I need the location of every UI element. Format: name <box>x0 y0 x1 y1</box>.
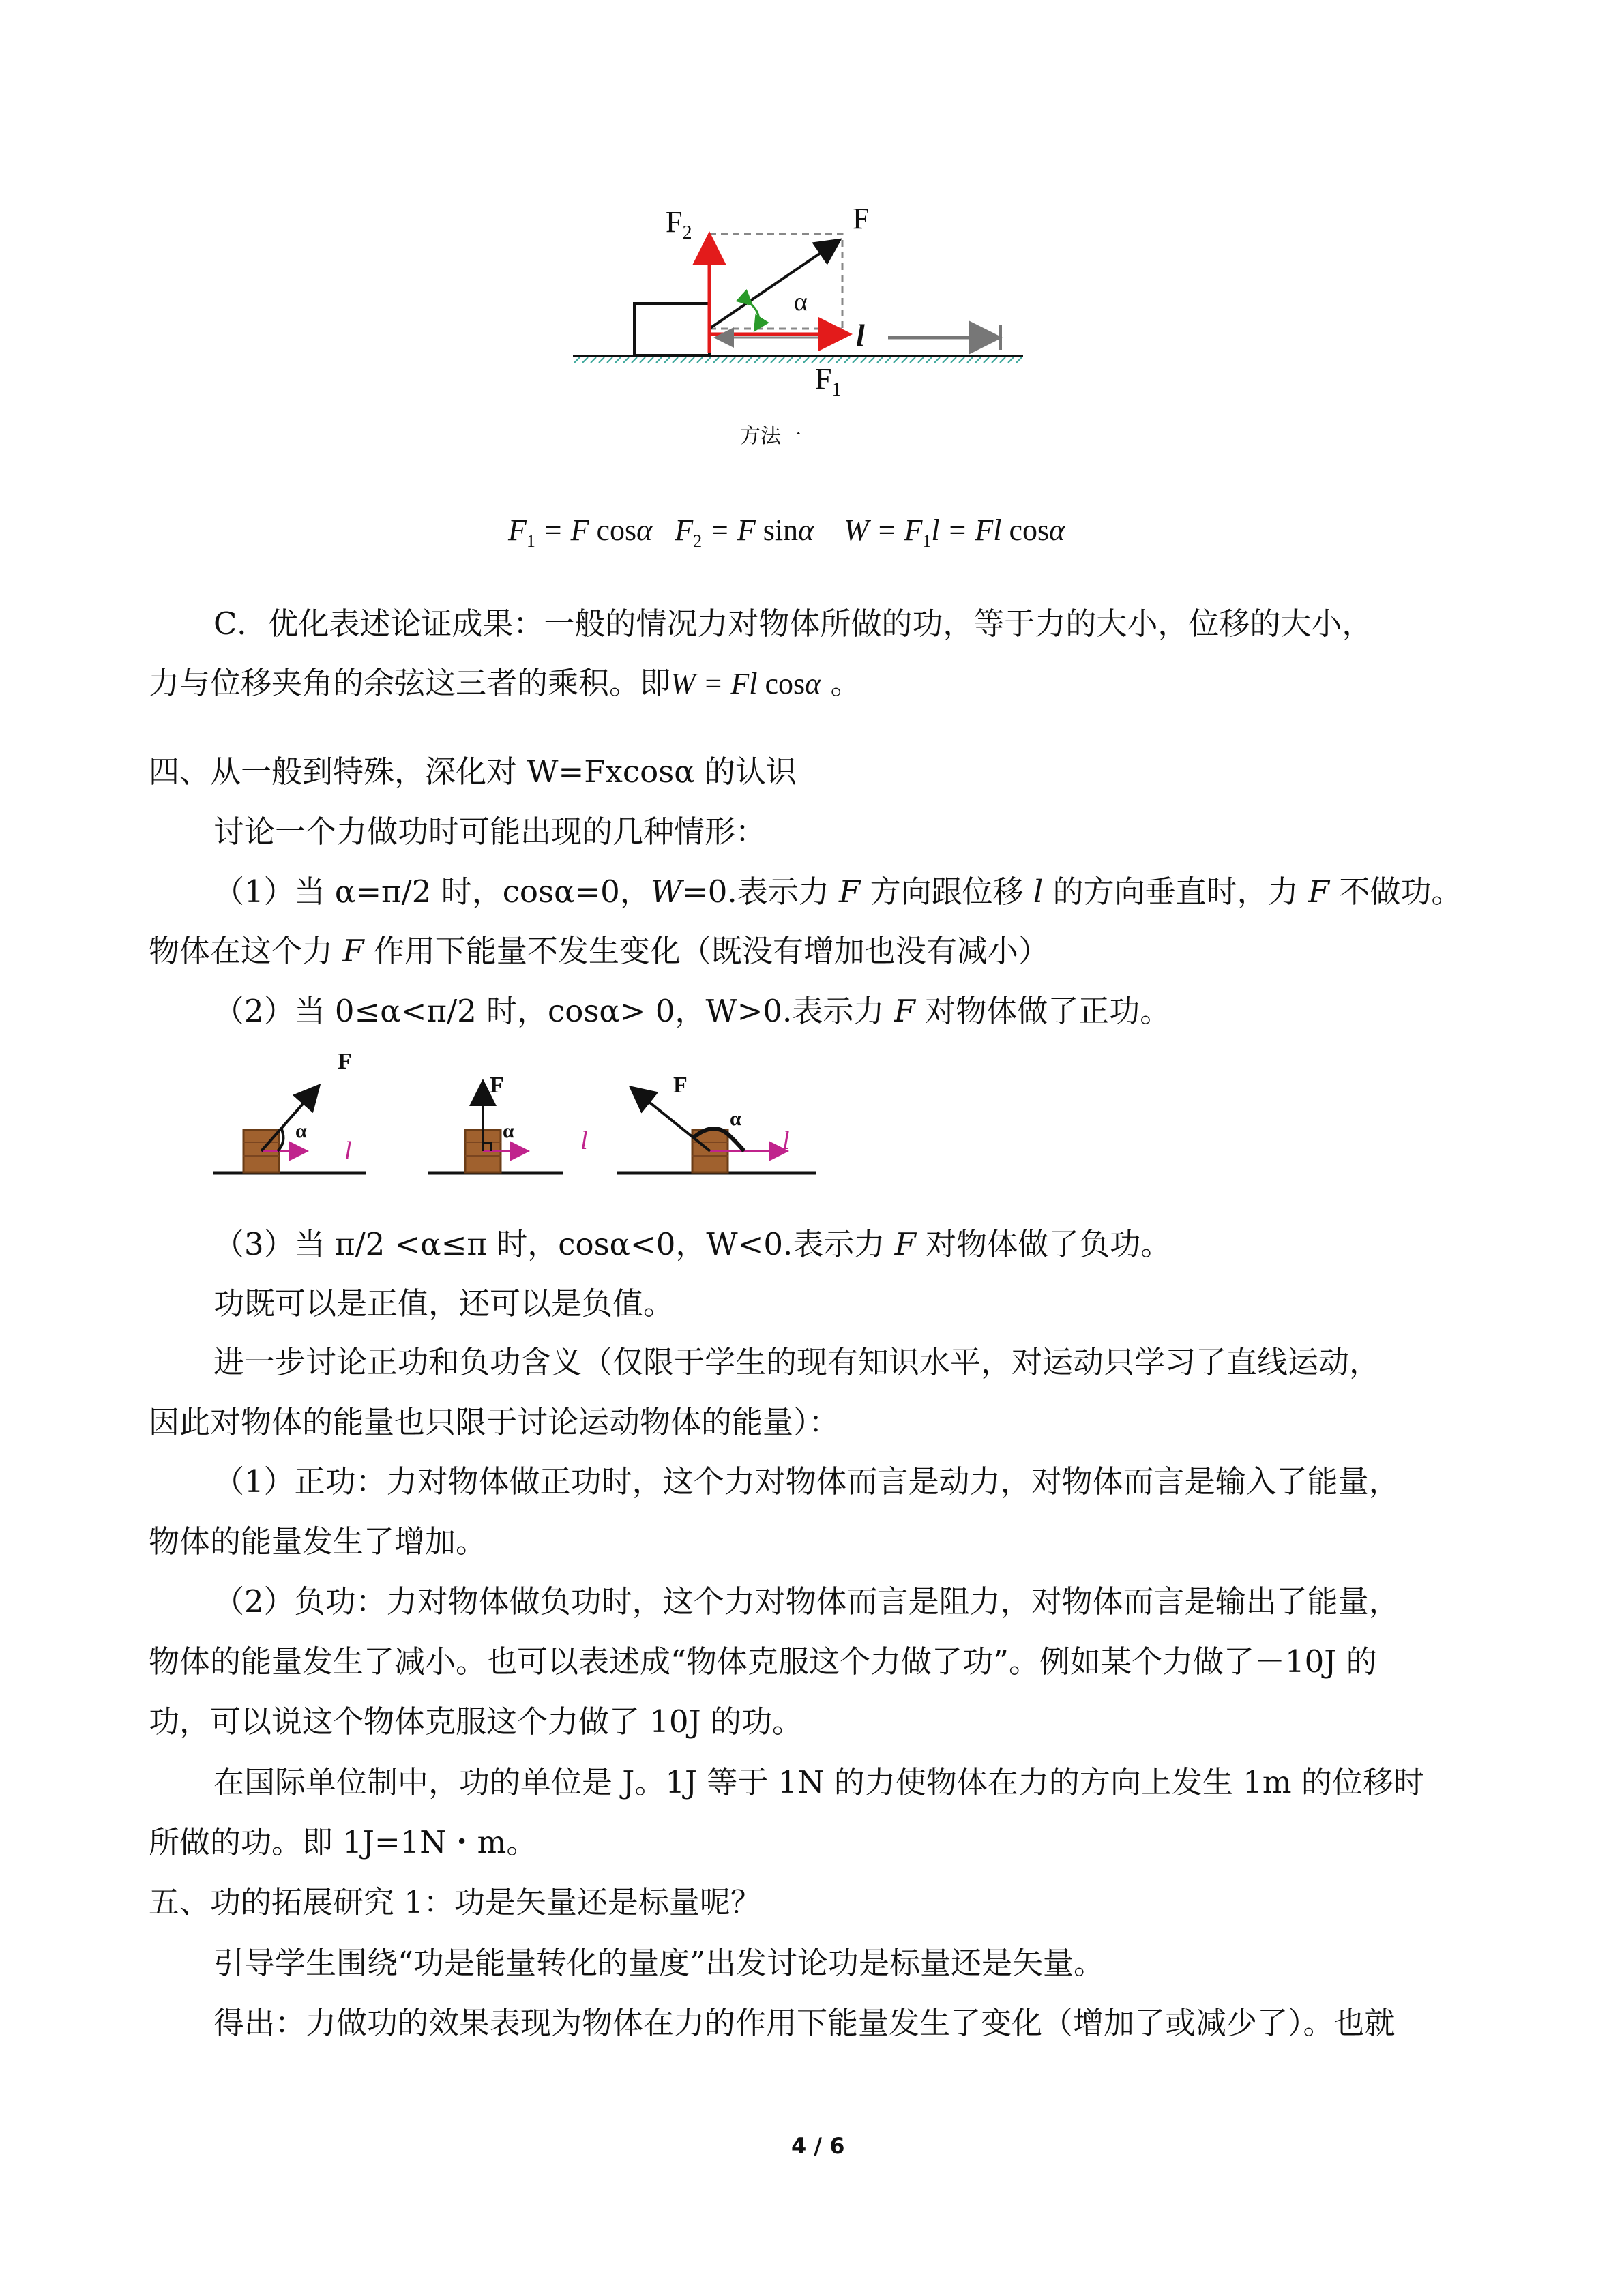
decomposition-formula: $F_1 = F$ cosα $F_2 = F$ sinα $W = F_1l = Fl$ cosα <box>508 513 1065 551</box>
ground-hatch <box>574 357 1022 363</box>
svg-text:α: α <box>730 1107 741 1130</box>
para-conclusion: 得出：力做功的效果表现为物体在力的作用下能量发生了变化（增加了或减少了）。也就 <box>213 2005 1396 2041</box>
case-1-line1: （1）当 α=π/2 时，cosα=0，W=0.表示力 F 方向跟位移 l 的方向垂直时，力 F 不做功。 <box>213 874 1462 910</box>
para-negative-line1: （2）负功：力对物体做负功时，这个力对物体而言是阻力，对物体而言是输出了能量， <box>213 1583 1400 1620</box>
case-1-line2: 物体在这个力 F 作用下能量不发生变化（既没有增加也没有减小） <box>149 933 1049 969</box>
diagram-obtuse-angle <box>617 1073 816 1173</box>
para-unit-line1: 在国际单位制中，功的单位是 J。1J 等于 1N 的力使物体在力的方向上发生 1m 的位移时 <box>213 1764 1424 1800</box>
para-work-sign: 功既可以是正值，还可以是负值。 <box>213 1285 675 1322</box>
force-f-arrow <box>709 241 838 329</box>
diagram-right-angle <box>428 1073 588 1173</box>
label-f: F <box>853 202 870 235</box>
para-unit-line2: 所做的功。即 1J=1N・m。 <box>149 1824 537 1860</box>
para-c-line2: 力与位移夹角的余弦这三者的乘积。即W = Fl cosα 。 <box>149 665 861 701</box>
figure-caption: 方法一 <box>740 424 801 448</box>
para-negative-line2: 物体的能量发生了减小。也可以表述成“物体克服这个力做了功”。例如某个力做了－10J 的 <box>149 1643 1377 1680</box>
force-angle-diagrams <box>208 1047 836 1176</box>
section-heading-4: 四、从一般到特殊，深化对 W=Fxcosα 的认识 <box>149 754 797 790</box>
para-positive-line1: （1）正功：力对物体做正功时，这个力对物体而言是动力，对物体而言是输入了能量， <box>213 1463 1400 1500</box>
para-further-line2: 因此对物体的能量也只限于讨论运动物体的能量）： <box>149 1404 840 1440</box>
label-f1: $F_1$ <box>815 362 842 400</box>
svg-text:α: α <box>503 1120 514 1142</box>
para-further-line1: 进一步讨论正功和负功含义（仅限于学生的现有知识水平，对运动只学习了直线运动， <box>213 1344 1381 1380</box>
angle-arc <box>750 303 759 329</box>
label-f2: $F_2$ <box>666 205 692 243</box>
svg-text:F: F <box>673 1073 688 1098</box>
svg-text:α: α <box>295 1120 307 1142</box>
diagram-acute-angle <box>213 1049 366 1173</box>
svg-text:l: l <box>580 1127 588 1155</box>
para-negative-line3: 功，可以说这个物体克服这个力做了 10J 的功。 <box>149 1703 803 1740</box>
label-alpha: α <box>794 288 808 316</box>
block <box>634 303 709 355</box>
case-3: （3）当 π/2 <α≤π 时，cosα<0，W<0.表示力 F 对物体做了负功。 <box>213 1226 1172 1262</box>
svg-text:l: l <box>782 1127 790 1155</box>
force-decomposition-figure <box>566 194 1030 402</box>
section-heading-5: 五、功的拓展研究 1：功是矢量还是标量呢？ <box>149 1884 761 1920</box>
para-c-line1: C．优化表述论证成果：一般的情况力对物体所做的功，等于力的大小，位移的大小， <box>213 606 1373 642</box>
page-number: 4 / 6 <box>791 2133 845 2159</box>
label-l: l <box>856 318 865 353</box>
para-discuss: 讨论一个力做功时可能出现的几种情形： <box>213 814 767 850</box>
case-2: （2）当 0≤α<π/2 时，cosα> 0，W>0.表示力 F 对物体做了正功。 <box>213 993 1171 1029</box>
svg-text:F: F <box>490 1073 504 1098</box>
svg-text:l: l <box>344 1137 352 1165</box>
svg-text:F: F <box>338 1049 352 1074</box>
para-positive-line2: 物体的能量发生了增加。 <box>149 1523 487 1560</box>
para-guide: 引导学生围绕“功是能量转化的量度”出发讨论功是标量还是矢量。 <box>213 1945 1105 1981</box>
